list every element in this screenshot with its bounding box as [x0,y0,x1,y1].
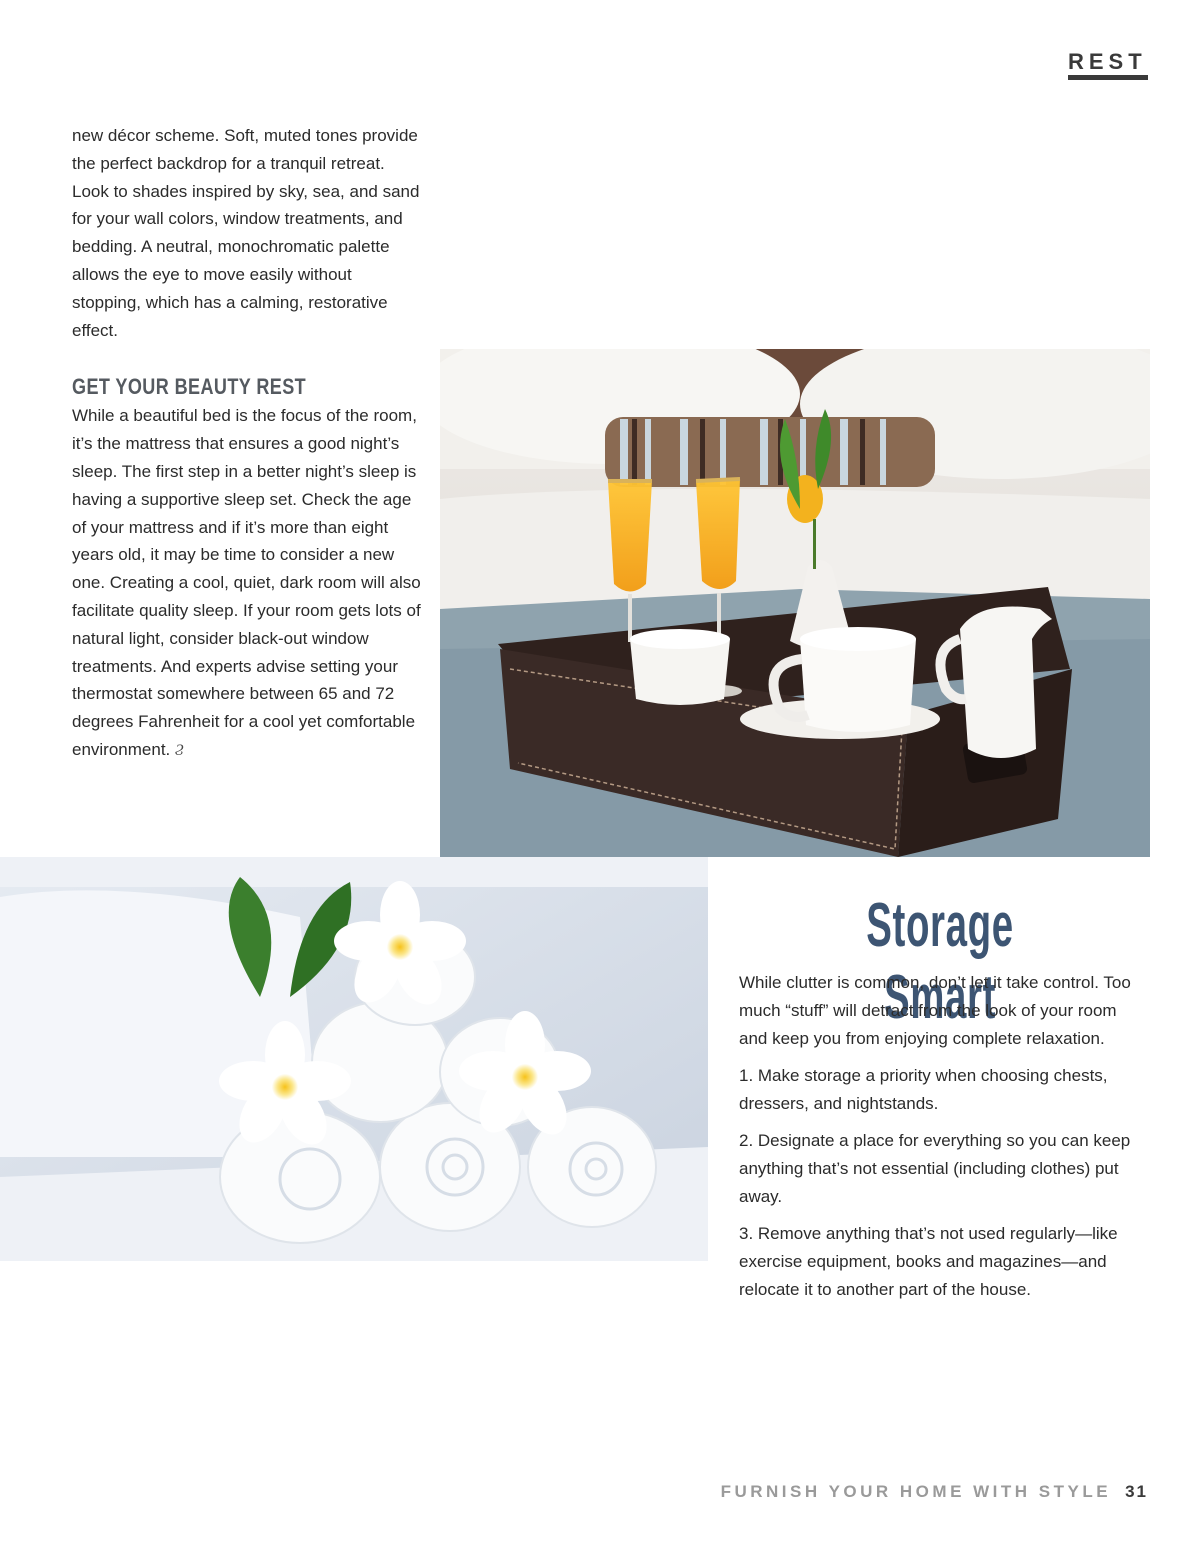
left-column [72,122,422,764]
body-paragraph [72,402,422,763]
end-mark-icon: Ϩ [175,739,184,759]
page-footer [721,1482,1148,1502]
body-text: While a beautiful bed is the focus of the room, it’s the mattress that ensures a good night’s sleep. The first step in a better night’s sleep is having a supportive sleep set. Check the age of your mattress and if it’s more than eight years old, it may be time to consider a new one. Creating a cool, quiet, dark room will also facilitate quality sleep. If your room gets lots of natural light, consider black-out window treatments. And experts advise setting your thermostat somewhere between 65 and 72 degrees Fahrenheit for a cool yet comfortable environment. [72,406,421,759]
storage-intro: While clutter is common, don’t let it take control. Too much “stuff” will detract from the look of your room and keep you from enjoying complete relaxation. [739,973,1131,1048]
breakfast-tray-photo [440,349,1150,857]
page-number: 31 [1125,1482,1148,1501]
subheading-beauty-rest: GET YOUR BEAUTY REST [72,374,307,400]
striped-pillow [605,417,935,487]
section-tag: REST [1068,50,1148,80]
intro-paragraph: new décor scheme. Soft, muted tones provide the perfect backdrop for a tranquil retreat. Look to shades inspired by sky, sea, and sand for your wall colors, window treatments, and bedding. A neutral, monochromatic palette allows the eye to move easily without stopping, which has a calming, restorative effect. [72,126,420,340]
rolled-towels-illustration [0,857,708,1261]
breakfast-tray-illustration [440,349,1150,857]
storage-tip-3: 3. Remove anything that’s not used regularly—like exercise equipment, books and magazines—and relocate it to another part of the house. [739,1224,1118,1299]
storage-tip-1: 1. Make storage a priority when choosing chests, dressers, and nightstands. [739,1066,1108,1113]
footer-title: FURNISH YOUR HOME WITH STYLE [720,1482,1112,1501]
storage-column [739,969,1149,1313]
storage-smart-title: Storage Smart [866,891,1014,1032]
storage-tip-2: 2. Designate a place for everything so you can keep anything that’s not essential (including clothes) put away. [739,1131,1131,1206]
rolled-towels-photo [0,857,708,1261]
